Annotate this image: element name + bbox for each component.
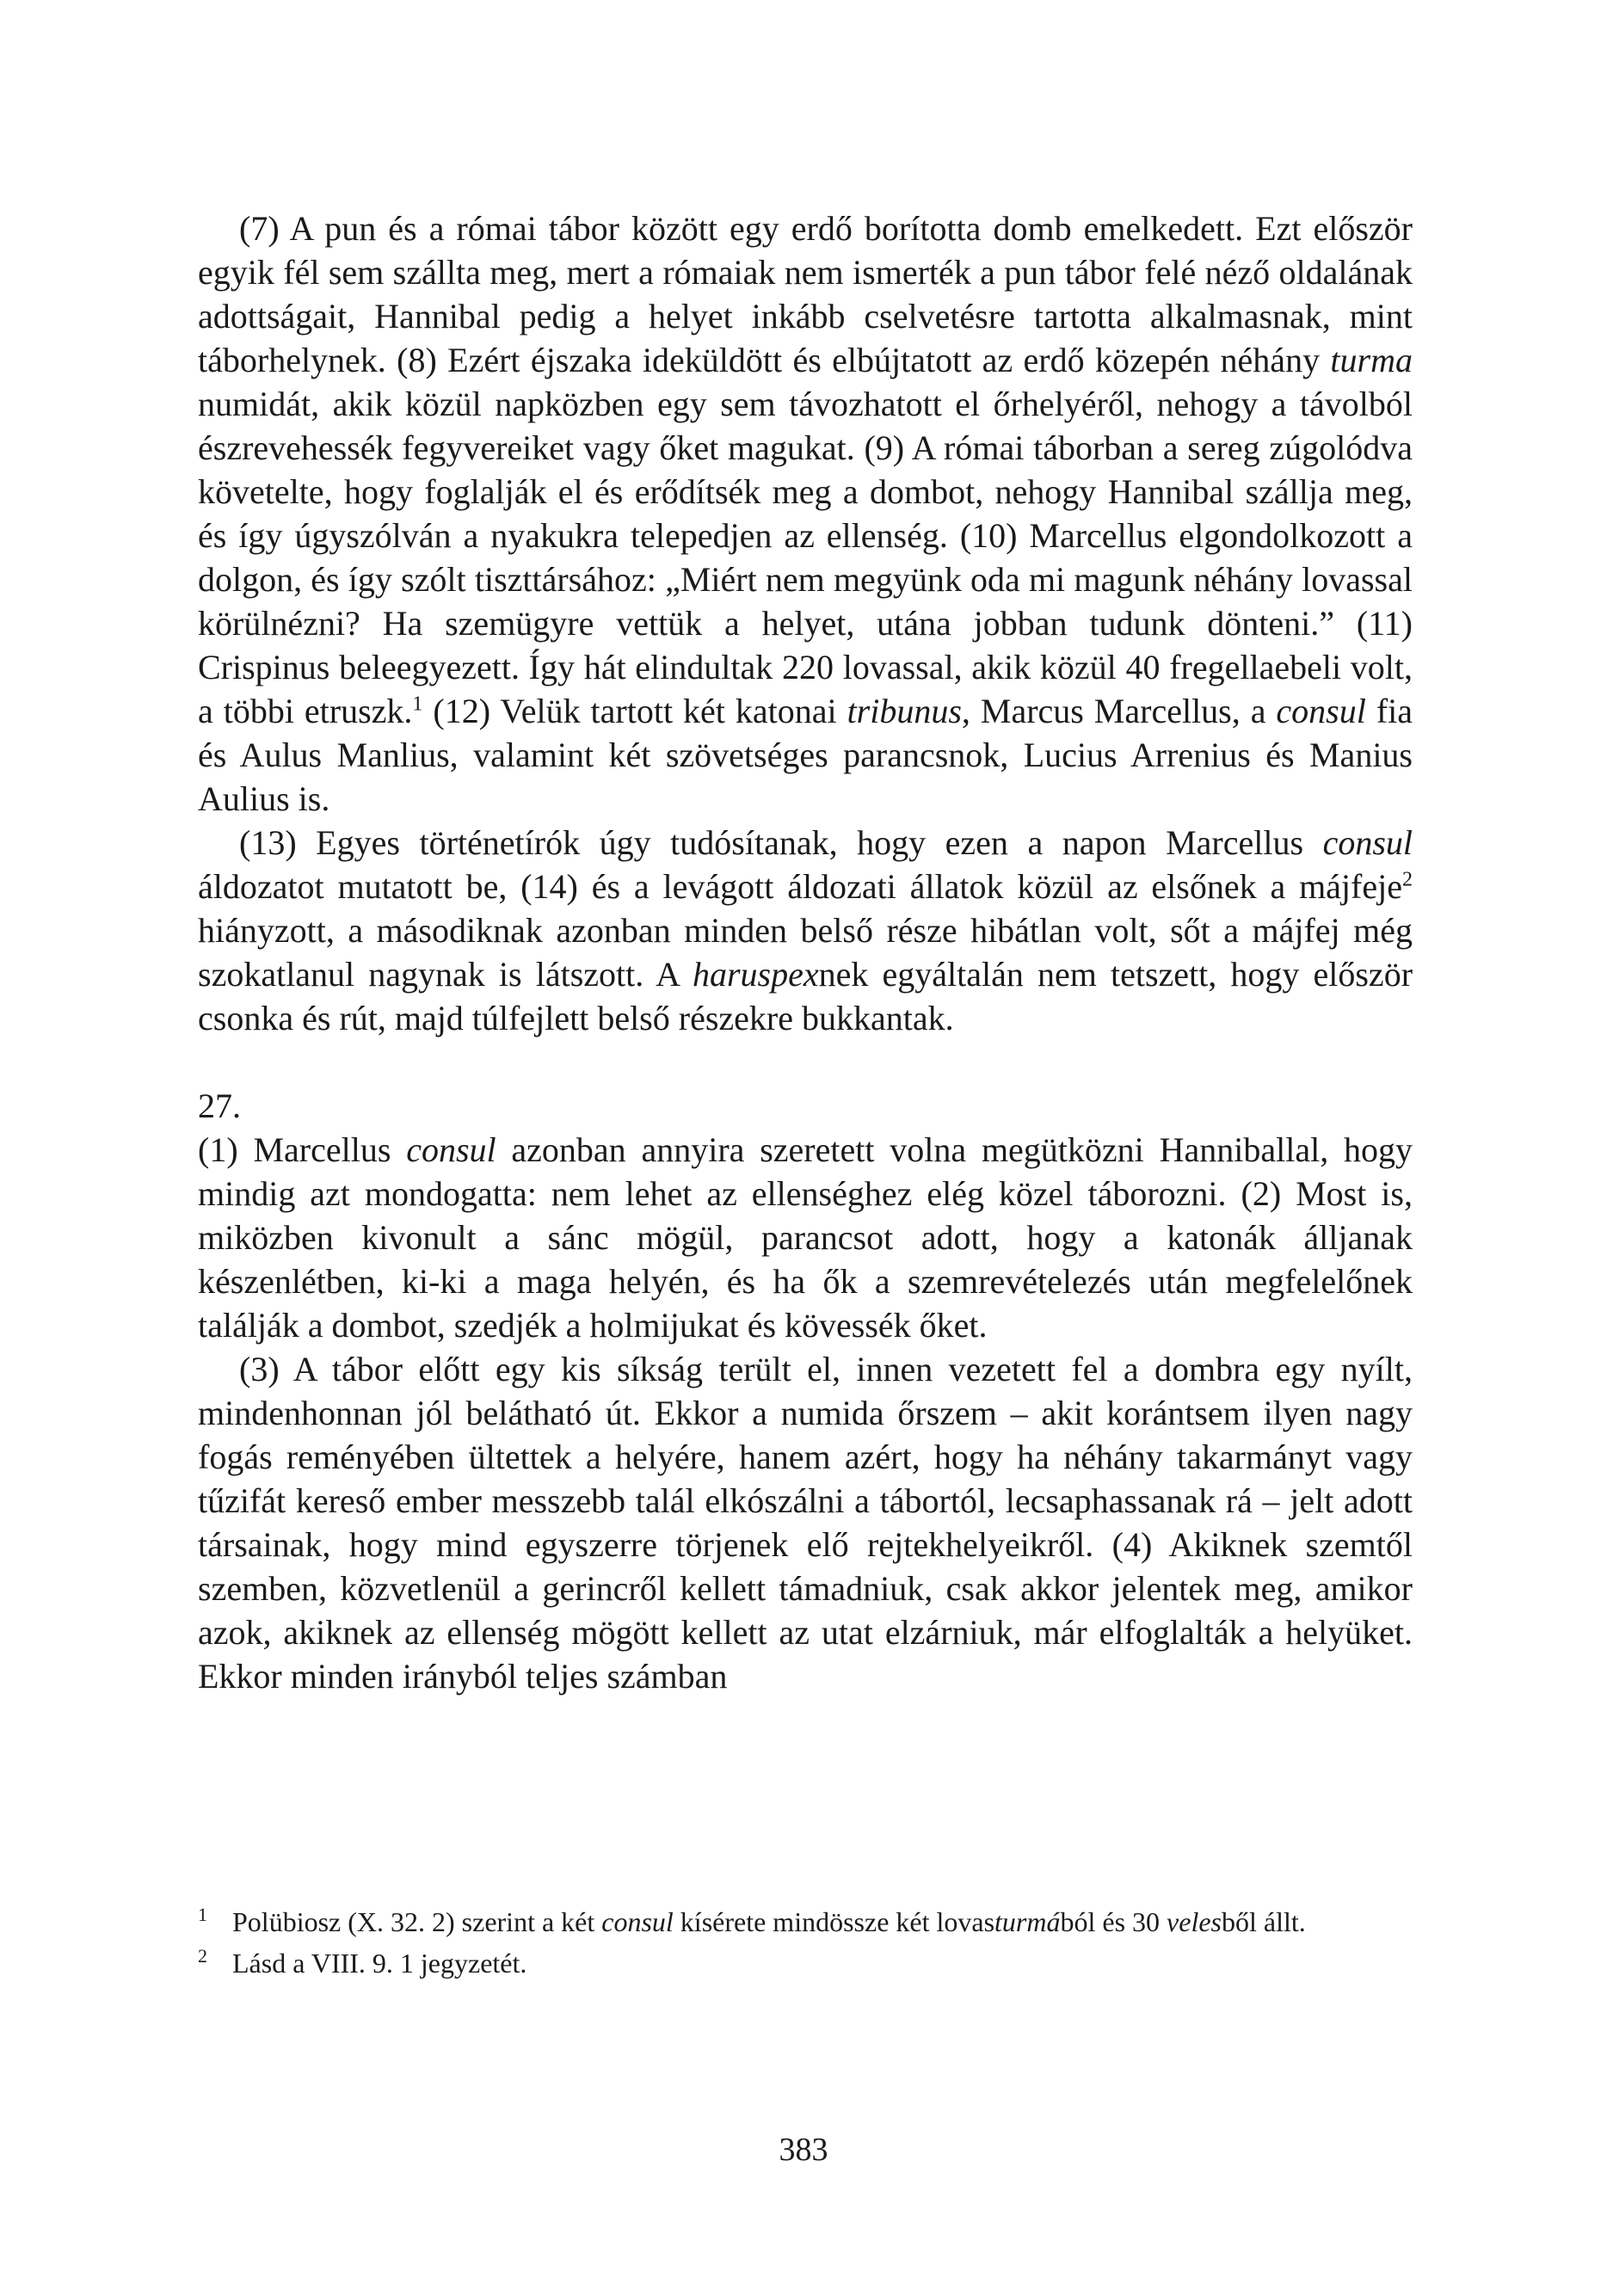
text-run: Lásd a VIII. 9. 1 jegyzetét. — [232, 1948, 527, 1979]
italic-term: tribunus — [847, 692, 962, 730]
italic-term: veles — [1167, 1906, 1222, 1937]
paragraph — [198, 1128, 1413, 1347]
text-run: (7) A pun és a római tábor között egy erdő borította domb emelkedett. Ezt először egyik fél sem szállta meg, mert a rómaiak nem ismerték a pun tábor felé néző oldalának adottságait, Hannibal pedig a helyet inkább cselvetésre tartotta alkalmasnak, mint táborhelynek. (8) Ezért éjszaka ideküldött és elbújtatott az erdő közepén néhány — [198, 209, 1413, 379]
text-run: ből állt. — [1221, 1906, 1306, 1937]
paragraph — [198, 206, 1413, 821]
italic-term: consul — [601, 1906, 674, 1937]
text-run: , Marcus Marcellus, a — [961, 692, 1277, 730]
footnote: 2 Lásd a VIII. 9. 1 jegyzetét. — [198, 1945, 527, 1979]
italic-term: consul — [1322, 823, 1413, 862]
text-run: (12) Velük tartott két katonai — [422, 692, 847, 730]
footnote: 1 Polübiosz (X. 32. 2) szerint a két consul kísérete mindössze két lovasturmából és 30 velesből állt. — [198, 1904, 1306, 1937]
footnote-reference: 1 — [412, 692, 423, 716]
footnotes — [198, 1901, 1413, 1984]
paragraph — [198, 821, 1413, 1040]
text-run: kísérete mindössze két lovas — [673, 1906, 995, 1937]
text-run: (1) Marcellus — [198, 1130, 407, 1169]
page-number: 383 — [779, 2132, 828, 2168]
footnote-text — [232, 1906, 1306, 1937]
footnote-reference: 2 — [1402, 868, 1413, 891]
text-run: ból és 30 — [1060, 1906, 1167, 1937]
italic-term: turma — [1330, 341, 1413, 379]
text-run: fia és Aulus Manlius, valamint két szövetséges parancsnok, Lucius Arrenius és Manius Aulius is. — [198, 692, 1413, 818]
main-text — [198, 206, 1413, 1698]
paragraph — [198, 1347, 1413, 1698]
italic-term: haruspex — [692, 955, 819, 994]
text-run: nek egyáltalán nem tetszett, hogy először csonka és rút, majd túlfejlett belső részekre bukkantak. — [198, 955, 1413, 1037]
text-run: (3) A tábor előtt egy kis síkság terült el, innen vezetett fel a dombra egy nyílt, mindenhonnan jól belátható út. Ekkor a numida őrszem – akit korántsem ilyen nagy fogás reményében ültettek a helyére, hanem azért, hogy ha néhány takarmányt vagy tűzifát kereső ember messzebb talál elkószálni a tábortól, lecsaphassanak rá – jelt adott társainak, hogy mind egyszerre törjenek elő rejtekhelyeikről. (4) Akiknek szemtől szemben, közvetlenül a gerincről kellett támadniuk, csak akkor jelentek meg, amikor azok, akiknek az ellenség mögött kellett az utat elzárniuk, már elfoglalták a helyüket. Ekkor minden irányból teljes számban — [198, 1350, 1413, 1696]
text-run: hiányzott, a másodiknak azonban minden belső része hibátlan volt, sőt a májfej még szokatlanul nagynak is látszott. A — [198, 911, 1413, 994]
italic-term: consul — [406, 1130, 496, 1169]
text-run: (13) Egyes történetírók úgy tudósítanak, hogy ezen a napon Marcellus — [239, 823, 1323, 862]
text-run: azonban annyira szeretett volna megütközni Hanniballal, hogy mindig azt mondogatta: nem lehet az ellenséghez elég közel táborozni. (2) Most is, miközben kivonult a sánc mögül, parancsot adott, hogy a katonák álljanak készenlétben, ki-ki a maga helyén, és ha ők a szemrevételezés után megfelelőnek találják a dombot, szedjék a holmijukat és kövessék őket. — [198, 1130, 1413, 1345]
chapter-number: 27. — [198, 1086, 241, 1125]
footnote-text — [232, 1948, 526, 1979]
text-run: áldozatot mutatott be, (14) és a levágott áldozati állatok közül az elsőnek a májfeje — [198, 867, 1402, 906]
italic-term: consul — [1276, 692, 1366, 730]
text-run: Polübiosz (X. 32. 2) szerint a két — [232, 1906, 602, 1937]
text-run: numidát, akik közül napközben egy sem távozhatott el őrhelyéről, nehogy a távolból észrevehessék fegyvereiket vagy őket magukat. (9) A római táborban a sereg zúgolódva követelte, hogy foglalják el és erődítsék meg a dombot, nehogy Hannibal szállja meg, és így úgyszólván a nyakukra telepedjen az ellenség. (10) Marcellus elgondolkozott a dolgon, és így szólt tiszttársához: „Miért nem megyünk oda mi magunk néhány lovassal körülnézni? Ha szemügyre vettük a helyet, utána jobban tudunk dönteni.” (11) Crispinus beleegyezett. Így hát elindultak 220 lovassal, akik közül 40 fregellaebeli volt, a többi etruszk. — [198, 385, 1413, 730]
italic-term: turmá — [994, 1906, 1061, 1937]
